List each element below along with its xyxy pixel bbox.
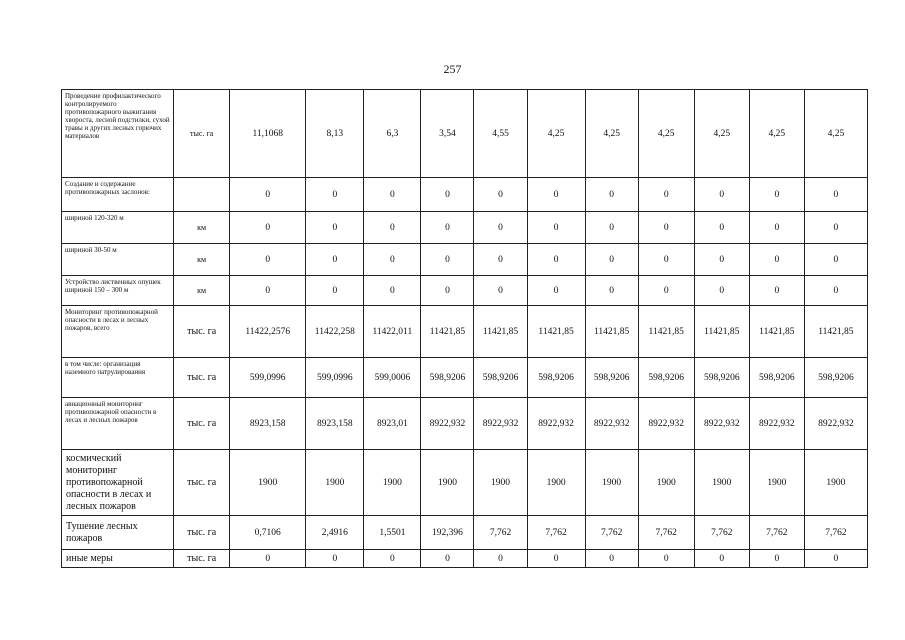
table-row: [62, 398, 868, 450]
unit-cell: тыс. га: [174, 306, 230, 358]
value-cell: 0: [421, 276, 474, 306]
value-cell: 8922,932: [474, 398, 527, 450]
value-cell: 0: [230, 276, 306, 306]
value-cell: 4,25: [585, 90, 638, 178]
row-name-cell: авиационный мониторинг противопожарной опасности в лесах и лесных пожаров: [62, 398, 174, 450]
value-cell: 1,5501: [364, 516, 421, 550]
unit-cell: тыс. га: [174, 90, 230, 178]
value-cell: 0: [474, 550, 527, 568]
table-row: [62, 516, 868, 550]
value-cell: 7,762: [527, 516, 585, 550]
value-cell: 0: [230, 178, 306, 212]
value-cell: 11,1068: [230, 90, 306, 178]
value-cell: 0: [749, 244, 804, 276]
unit-cell: тыс. га: [174, 450, 230, 516]
value-cell: 11422,258: [306, 306, 364, 358]
value-cell: 598,9206: [638, 358, 694, 398]
value-cell: 598,9206: [421, 358, 474, 398]
value-cell: 0: [364, 550, 421, 568]
value-cell: 7,762: [585, 516, 638, 550]
table-row: [62, 550, 868, 568]
value-cell: 1900: [527, 450, 585, 516]
table-row: [62, 244, 868, 276]
value-cell: 4,25: [749, 90, 804, 178]
value-cell: 0: [694, 244, 749, 276]
value-cell: 0: [804, 276, 867, 306]
row-name-cell: в том числе: организация наземного патрулирования: [62, 358, 174, 398]
table-row: [62, 90, 868, 178]
value-cell: 0: [694, 276, 749, 306]
unit-cell: км: [174, 212, 230, 244]
value-cell: 0: [364, 212, 421, 244]
value-cell: 598,9206: [527, 358, 585, 398]
value-cell: 1900: [804, 450, 867, 516]
row-name-cell: Тушение лесных пожаров: [62, 516, 174, 550]
value-cell: 1900: [474, 450, 527, 516]
value-cell: 11421,85: [585, 306, 638, 358]
value-cell: 0: [804, 550, 867, 568]
value-cell: 0: [364, 178, 421, 212]
value-cell: 11421,85: [527, 306, 585, 358]
data-table: [61, 89, 868, 568]
value-cell: 8922,932: [694, 398, 749, 450]
table-row: [62, 212, 868, 244]
value-cell: 0: [527, 212, 585, 244]
value-cell: 599,0996: [306, 358, 364, 398]
value-cell: 11421,85: [421, 306, 474, 358]
value-cell: 0: [527, 550, 585, 568]
value-cell: 599,0006: [364, 358, 421, 398]
value-cell: 8922,932: [804, 398, 867, 450]
value-cell: 1900: [585, 450, 638, 516]
value-cell: 0: [585, 550, 638, 568]
value-cell: 2,4916: [306, 516, 364, 550]
value-cell: 0: [474, 244, 527, 276]
value-cell: 0: [804, 178, 867, 212]
value-cell: 0: [638, 212, 694, 244]
value-cell: 7,762: [749, 516, 804, 550]
table-row: [62, 276, 868, 306]
value-cell: 0: [527, 244, 585, 276]
value-cell: 8922,932: [527, 398, 585, 450]
value-cell: 7,762: [474, 516, 527, 550]
value-cell: 0: [527, 178, 585, 212]
value-cell: 0: [421, 244, 474, 276]
value-cell: 4,55: [474, 90, 527, 178]
value-cell: 598,9206: [474, 358, 527, 398]
value-cell: 0: [638, 550, 694, 568]
value-cell: 4,25: [638, 90, 694, 178]
value-cell: 7,762: [804, 516, 867, 550]
value-cell: 11421,85: [474, 306, 527, 358]
unit-cell: км: [174, 244, 230, 276]
value-cell: 4,25: [694, 90, 749, 178]
value-cell: 0: [804, 212, 867, 244]
value-cell: 8923,158: [306, 398, 364, 450]
unit-cell: тыс. га: [174, 358, 230, 398]
value-cell: 8923,01: [364, 398, 421, 450]
value-cell: 0: [638, 178, 694, 212]
value-cell: 598,9206: [694, 358, 749, 398]
value-cell: 0: [585, 178, 638, 212]
value-cell: 0: [749, 178, 804, 212]
row-name-cell: Проведение профилактического контролируемого противопожарного выжигания хвороста, лесной подстилки, сухой травы и других лесных горючих материалов: [62, 90, 174, 178]
value-cell: 11421,85: [804, 306, 867, 358]
value-cell: 11421,85: [749, 306, 804, 358]
unit-cell: тыс. га: [174, 550, 230, 568]
value-cell: 0: [230, 212, 306, 244]
value-cell: 0: [585, 212, 638, 244]
value-cell: 1900: [306, 450, 364, 516]
value-cell: 0: [306, 212, 364, 244]
value-cell: 192,396: [421, 516, 474, 550]
unit-cell: тыс. га: [174, 516, 230, 550]
value-cell: 8922,932: [585, 398, 638, 450]
row-name-cell: Создание и содержание противопожарных заслонов:: [62, 178, 174, 212]
value-cell: 0: [474, 276, 527, 306]
value-cell: 599,0996: [230, 358, 306, 398]
value-cell: 1900: [638, 450, 694, 516]
value-cell: 11421,85: [638, 306, 694, 358]
value-cell: 7,762: [694, 516, 749, 550]
value-cell: 0: [585, 276, 638, 306]
value-cell: 0: [306, 244, 364, 276]
value-cell: 11422,011: [364, 306, 421, 358]
value-cell: 1900: [749, 450, 804, 516]
value-cell: 0: [474, 212, 527, 244]
value-cell: 1900: [364, 450, 421, 516]
table-row: [62, 178, 868, 212]
value-cell: 0: [230, 550, 306, 568]
row-name-cell: шириной 120-320 м: [62, 212, 174, 244]
row-name-cell: иные меры: [62, 550, 174, 568]
value-cell: 1900: [694, 450, 749, 516]
value-cell: 0: [694, 212, 749, 244]
value-cell: 0: [364, 244, 421, 276]
page-number: 257: [443, 62, 462, 76]
value-cell: 598,9206: [585, 358, 638, 398]
value-cell: 4,25: [804, 90, 867, 178]
value-cell: 0: [421, 178, 474, 212]
value-cell: 1900: [230, 450, 306, 516]
value-cell: 0: [804, 244, 867, 276]
value-cell: 0: [306, 276, 364, 306]
value-cell: 11421,85: [694, 306, 749, 358]
row-name-cell: шириной 30-50 м: [62, 244, 174, 276]
value-cell: 0: [421, 550, 474, 568]
value-cell: 598,9206: [804, 358, 867, 398]
value-cell: 8,13: [306, 90, 364, 178]
value-cell: 0: [749, 276, 804, 306]
value-cell: 0: [749, 212, 804, 244]
value-cell: 0: [638, 276, 694, 306]
table-row: [62, 358, 868, 398]
value-cell: 11422,2576: [230, 306, 306, 358]
value-cell: 8922,932: [638, 398, 694, 450]
value-cell: 598,9206: [749, 358, 804, 398]
value-cell: 0: [527, 276, 585, 306]
value-cell: 6,3: [364, 90, 421, 178]
value-cell: 8923,158: [230, 398, 306, 450]
row-name-cell: космический мониторинг противопожарной опасности в лесах и лесных пожаров: [62, 450, 174, 516]
value-cell: 3,54: [421, 90, 474, 178]
value-cell: 0: [474, 178, 527, 212]
row-name-cell: Мониторинг противопожарной опасности в лесах и лесных пожаров, всего: [62, 306, 174, 358]
unit-cell: км: [174, 276, 230, 306]
value-cell: 0: [749, 550, 804, 568]
value-cell: 8922,932: [749, 398, 804, 450]
value-cell: 7,762: [638, 516, 694, 550]
unit-cell: тыс. га: [174, 398, 230, 450]
table-row: [62, 450, 868, 516]
value-cell: 0,7106: [230, 516, 306, 550]
value-cell: 0: [230, 244, 306, 276]
unit-cell: [174, 178, 230, 212]
row-name-cell: Устройство лиственных опушек шириной 150 – 300 м: [62, 276, 174, 306]
value-cell: 4,25: [527, 90, 585, 178]
value-cell: 0: [364, 276, 421, 306]
value-cell: 0: [421, 212, 474, 244]
value-cell: 0: [306, 550, 364, 568]
table-body: [62, 90, 868, 568]
value-cell: 1900: [421, 450, 474, 516]
value-cell: 0: [638, 244, 694, 276]
value-cell: 0: [694, 550, 749, 568]
value-cell: 8922,932: [421, 398, 474, 450]
value-cell: 0: [306, 178, 364, 212]
table-row: [62, 306, 868, 358]
value-cell: 0: [694, 178, 749, 212]
value-cell: 0: [585, 244, 638, 276]
